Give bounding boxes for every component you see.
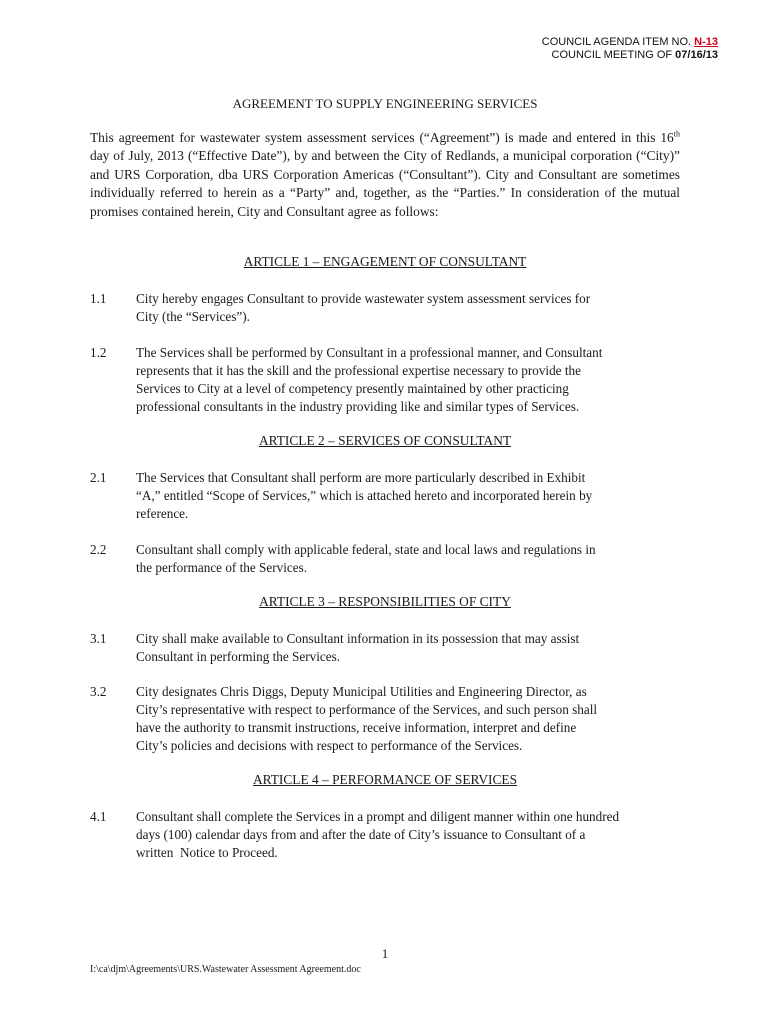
section-number: 1.1 — [90, 291, 107, 306]
intro-superscript: th — [673, 129, 680, 139]
meeting-date-line — [542, 49, 718, 62]
text-line: “A,” entitled “Scope of Services,” which is attached hereto and incorporated herein by — [136, 488, 593, 503]
section-number: 1.2 — [90, 345, 107, 360]
footer-file-path: I:\ca\djm\Agreements\URS.Wastewater Assessment Agreement.doc — [90, 964, 361, 975]
intro-paragraph — [90, 129, 680, 221]
intro-text-1: This agreement for wastewater system assessment services (“Agreement”) is made and entered in this 16 — [90, 130, 674, 145]
text-line: City’s representative with respect to performance of the Services, and such person shall — [136, 702, 598, 717]
section-text — [136, 630, 684, 666]
text-line: professional consultants in the industry providing like and similar types of Services. — [136, 399, 580, 414]
text-line: days (100) calendar days from and after the date of City’s issuance to Consultant of a — [136, 827, 586, 842]
section-number: 4.1 — [90, 809, 107, 824]
section-text — [136, 290, 684, 326]
document-title: AGREEMENT TO SUPPLY ENGINEERING SERVICES — [232, 96, 538, 111]
page-number: 1 — [381, 946, 389, 961]
text-line: The Services shall be performed by Consultant in a professional manner, and Consultant — [136, 345, 603, 360]
text-line: City hereby engages Consultant to provide wastewater system assessment services for — [136, 291, 591, 306]
agenda-item-line — [542, 36, 718, 49]
text-line: Services to City at a level of competency presently maintained by other practicing — [136, 381, 569, 396]
text-line: City’s policies and decisions with respect to performance of the Services. — [136, 738, 523, 753]
agenda-item-label: COUNCIL AGENDA ITEM NO. — [541, 36, 695, 48]
text-line: Consultant shall comply with applicable federal, state and local laws and regulations in — [136, 542, 596, 557]
agenda-item-number: N-13 — [694, 36, 718, 48]
text-line: reference. — [136, 506, 189, 521]
text-line: Consultant in performing the Services. — [136, 649, 341, 664]
section-number: 3.1 — [90, 631, 107, 646]
text-line: Consultant shall complete the Services in a prompt and diligent manner within one hundred — [136, 809, 620, 824]
section-text — [136, 541, 684, 577]
section-text — [136, 469, 684, 523]
text-line: written Notice to Proceed. — [136, 845, 278, 860]
intro-text-2: day of July, 2013 (“Effective Date”), by and between the City of Redlands, a municipal corporation (“City)” and URS Corporation, dba URS Corporation Americas (“Consultant”). City and Consultant are sometimes individually referred to herein as a “Party” and, together, as the “Parties.” In consideration of the mutual promises contained herein, City and Consultant agree as follows: — [90, 148, 680, 219]
meeting-label: COUNCIL MEETING OF — [551, 49, 676, 61]
article-1-heading: ARTICLE 1 – ENGAGEMENT OF CONSULTANT — [243, 254, 527, 269]
agenda-header — [542, 36, 718, 62]
section-text — [136, 344, 684, 416]
text-line: the performance of the Services. — [136, 560, 307, 575]
section-text — [136, 808, 684, 862]
article-2-heading: ARTICLE 2 – SERVICES OF CONSULTANT — [258, 433, 512, 448]
section-text — [136, 683, 684, 755]
section-number: 2.2 — [90, 542, 107, 557]
article-3-heading: ARTICLE 3 – RESPONSIBILITIES OF CITY — [259, 594, 511, 609]
text-line: City shall make available to Consultant information in its possession that may assist — [136, 631, 580, 646]
meeting-date: 07/16/13 — [675, 49, 718, 61]
text-line: City designates Chris Diggs, Deputy Municipal Utilities and Engineering Director, as — [136, 684, 587, 699]
text-line: have the authority to transmit instructions, receive information, interpret and define — [136, 720, 577, 735]
text-line: The Services that Consultant shall perform are more particularly described in Exhibit — [136, 470, 586, 485]
text-line: City (the “Services”). — [136, 309, 250, 324]
section-number: 3.2 — [90, 684, 107, 699]
article-4-heading: ARTICLE 4 – PERFORMANCE OF SERVICES — [252, 772, 518, 787]
section-number: 2.1 — [90, 470, 107, 485]
text-line: represents that it has the skill and the professional expertise necessary to provide the — [136, 363, 581, 378]
